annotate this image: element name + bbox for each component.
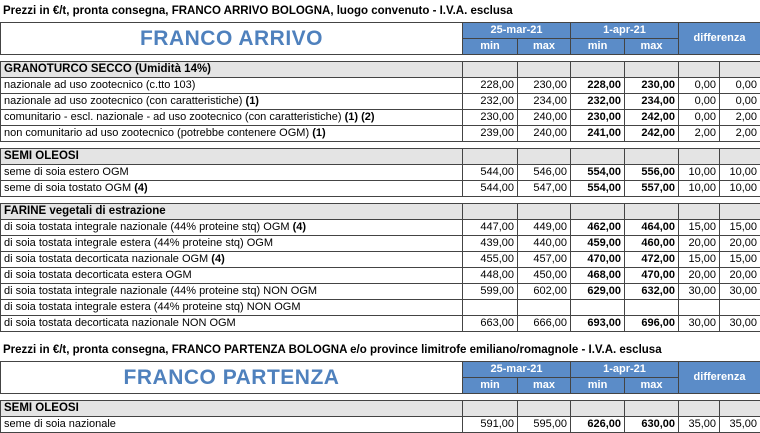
- section-blank-cell: [679, 62, 720, 78]
- section-blank-cell: [463, 401, 518, 417]
- prev-min-value: 663,00: [463, 316, 518, 332]
- curr-min-value: 554,00: [571, 181, 625, 197]
- date-header: 25-mar-21: [463, 23, 571, 39]
- curr-min-value: 230,00: [571, 110, 625, 126]
- product-label: [1, 165, 463, 181]
- section-blank-cell: [625, 149, 679, 165]
- diff-max-value: 10,00: [720, 181, 760, 197]
- product-label: [1, 236, 463, 252]
- prev-min-value: 599,00: [463, 284, 518, 300]
- diff-max-value: 20,00: [720, 236, 760, 252]
- max-header: max: [518, 39, 571, 55]
- prev-max-value: 234,00: [518, 94, 571, 110]
- section-blank-cell: [720, 204, 760, 220]
- product-name: di soia tostata decorticata nazionale OGM: [4, 253, 208, 265]
- table-row: [1, 236, 760, 252]
- product-name: seme di soia nazionale: [4, 418, 116, 430]
- product-label: [1, 417, 463, 433]
- product-label: [1, 268, 463, 284]
- section-blank-cell: [679, 149, 720, 165]
- curr-max-value: 632,00: [625, 284, 679, 300]
- section-blank-cell: [518, 149, 571, 165]
- product-label: [1, 284, 463, 300]
- table-row: [1, 126, 760, 142]
- product-name: nazionale ad uso zootecnico (c.tto 103): [4, 79, 195, 91]
- prev-min-value: 447,00: [463, 220, 518, 236]
- prev-max-value: 595,00: [518, 417, 571, 433]
- section-header-row: [1, 401, 760, 417]
- section-blank-cell: [463, 204, 518, 220]
- table-row: [1, 78, 760, 94]
- diff-max-value: [720, 300, 760, 316]
- section-blank-cell: [463, 149, 518, 165]
- max-header: max: [625, 39, 679, 55]
- product-name: seme di soia estero OGM: [4, 166, 129, 178]
- curr-min-value: 626,00: [571, 417, 625, 433]
- spacer-row: [1, 142, 760, 149]
- max-header: max: [625, 378, 679, 394]
- partenza-table-body: [1, 362, 760, 433]
- prev-max-value: 240,00: [518, 126, 571, 142]
- curr-min-value: 468,00: [571, 268, 625, 284]
- table-row: [1, 300, 760, 316]
- diff-max-value: 10,00: [720, 165, 760, 181]
- curr-min-value: 232,00: [571, 94, 625, 110]
- curr-min-value: [571, 300, 625, 316]
- curr-max-value: 242,00: [625, 126, 679, 142]
- section-title: GRANOTURCO SECCO (Umidità 14%): [1, 62, 463, 78]
- product-name: di soia tostata decorticata estera OGM: [4, 269, 192, 281]
- arrivo-table: [0, 22, 760, 332]
- section-blank-cell: [625, 62, 679, 78]
- prev-min-value: 591,00: [463, 417, 518, 433]
- curr-max-value: 556,00: [625, 165, 679, 181]
- min-header: min: [463, 378, 518, 394]
- prev-min-value: 544,00: [463, 181, 518, 197]
- diff-min-value: 10,00: [679, 165, 720, 181]
- prev-max-value: 449,00: [518, 220, 571, 236]
- diff-max-value: 15,00: [720, 252, 760, 268]
- curr-max-value: 696,00: [625, 316, 679, 332]
- diff-min-value: 0,00: [679, 110, 720, 126]
- prev-max-value: 230,00: [518, 78, 571, 94]
- min-header: min: [571, 378, 625, 394]
- curr-max-value: 460,00: [625, 236, 679, 252]
- table-row: [1, 417, 760, 433]
- partenza-banner: FRANCO PARTENZA: [1, 362, 463, 394]
- table-row: [1, 110, 760, 126]
- curr-max-value: 557,00: [625, 181, 679, 197]
- differenza-header: differenza: [679, 23, 760, 55]
- section-blank-cell: [463, 62, 518, 78]
- prev-min-value: [463, 300, 518, 316]
- curr-min-value: 554,00: [571, 165, 625, 181]
- section-blank-cell: [518, 62, 571, 78]
- table-row: [1, 284, 760, 300]
- table-row: [1, 268, 760, 284]
- section-title: SEMI OLEOSI: [1, 149, 463, 165]
- product-label: [1, 300, 463, 316]
- max-header: max: [518, 378, 571, 394]
- product-label: [1, 110, 463, 126]
- table-row: [1, 94, 760, 110]
- product-name: di soia tostata integrale estera (44% proteine stq) OGM: [4, 237, 273, 249]
- prev-min-value: 230,00: [463, 110, 518, 126]
- prev-min-value: 455,00: [463, 252, 518, 268]
- footnote-ref: (4): [134, 182, 147, 194]
- curr-max-value: 230,00: [625, 78, 679, 94]
- date-header: 1-apr-21: [571, 23, 679, 39]
- prev-max-value: 546,00: [518, 165, 571, 181]
- product-label: [1, 252, 463, 268]
- product-label: [1, 78, 463, 94]
- curr-min-value: 459,00: [571, 236, 625, 252]
- prev-max-value: 440,00: [518, 236, 571, 252]
- section-title: FARINE vegetali di estrazione: [1, 204, 463, 220]
- footnote-ref: (1): [246, 95, 259, 107]
- section-blank-cell: [571, 401, 625, 417]
- prev-min-value: 544,00: [463, 165, 518, 181]
- section-blank-cell: [571, 149, 625, 165]
- prev-max-value: [518, 300, 571, 316]
- date-header: 1-apr-21: [571, 362, 679, 378]
- partenza-heading: Prezzi in €/t, pronta consegna, FRANCO PARTENZA BOLOGNA e/o province limitrofe emiliano/romagnole - I.V.A. esclusa: [0, 339, 760, 361]
- diff-min-value: 35,00: [679, 417, 720, 433]
- section-blank-cell: [518, 204, 571, 220]
- arrivo-heading: Prezzi in €/t, pronta consegna, FRANCO ARRIVO BOLOGNA, luogo convenuto - I.V.A. esclusa: [0, 0, 760, 22]
- diff-min-value: 0,00: [679, 94, 720, 110]
- curr-min-value: 693,00: [571, 316, 625, 332]
- prev-max-value: 457,00: [518, 252, 571, 268]
- prev-max-value: 450,00: [518, 268, 571, 284]
- curr-min-value: 629,00: [571, 284, 625, 300]
- product-name: comunitario - escl. nazionale - ad uso zootecnico (con caratteristiche): [4, 111, 342, 123]
- diff-max-value: 30,00: [720, 284, 760, 300]
- footnote-ref: (1) (2): [345, 111, 375, 123]
- curr-max-value: [625, 300, 679, 316]
- product-label: [1, 126, 463, 142]
- table-row: [1, 165, 760, 181]
- product-name: nazionale ad uso zootecnico (con caratteristiche): [4, 95, 242, 107]
- table-row: [1, 181, 760, 197]
- date-header: 25-mar-21: [463, 362, 571, 378]
- section-header-row: [1, 62, 760, 78]
- spacer-row: [1, 197, 760, 204]
- product-name: di soia tostata decorticata nazionale NON OGM: [4, 317, 236, 329]
- diff-max-value: 2,00: [720, 126, 760, 142]
- curr-min-value: 462,00: [571, 220, 625, 236]
- product-name: di soia tostata integrale nazionale (44% proteine stq) NON OGM: [4, 285, 317, 297]
- prev-max-value: 602,00: [518, 284, 571, 300]
- prev-min-value: 239,00: [463, 126, 518, 142]
- curr-max-value: 234,00: [625, 94, 679, 110]
- product-name: di soia tostata integrale nazionale (44% proteine stq) OGM: [4, 221, 290, 233]
- curr-max-value: 470,00: [625, 268, 679, 284]
- section-header-row: [1, 204, 760, 220]
- footnote-ref: (1): [312, 127, 325, 139]
- diff-max-value: 20,00: [720, 268, 760, 284]
- arrivo-table-body: [1, 23, 760, 332]
- diff-min-value: 0,00: [679, 78, 720, 94]
- diff-min-value: 10,00: [679, 181, 720, 197]
- diff-min-value: [679, 300, 720, 316]
- prev-max-value: 666,00: [518, 316, 571, 332]
- diff-max-value: 0,00: [720, 94, 760, 110]
- product-label: [1, 316, 463, 332]
- arrivo-header-row: [1, 23, 760, 39]
- spacer-row: [1, 394, 760, 401]
- footnote-ref: (4): [211, 253, 224, 265]
- section-blank-cell: [720, 149, 760, 165]
- section-blank-cell: [518, 401, 571, 417]
- curr-min-value: 228,00: [571, 78, 625, 94]
- diff-max-value: 2,00: [720, 110, 760, 126]
- min-header: min: [463, 39, 518, 55]
- table-row: [1, 220, 760, 236]
- prev-min-value: 448,00: [463, 268, 518, 284]
- diff-max-value: 30,00: [720, 316, 760, 332]
- diff-max-value: 35,00: [720, 417, 760, 433]
- spacer-cell: [1, 55, 760, 62]
- curr-max-value: 464,00: [625, 220, 679, 236]
- prev-min-value: 439,00: [463, 236, 518, 252]
- diff-min-value: 30,00: [679, 316, 720, 332]
- diff-min-value: 15,00: [679, 220, 720, 236]
- diff-min-value: 20,00: [679, 268, 720, 284]
- prev-max-value: 547,00: [518, 181, 571, 197]
- diff-max-value: 15,00: [720, 220, 760, 236]
- section-header-row: [1, 149, 760, 165]
- curr-min-value: 241,00: [571, 126, 625, 142]
- section-title: SEMI OLEOSI: [1, 401, 463, 417]
- prev-min-value: 232,00: [463, 94, 518, 110]
- spacer-row: [1, 55, 760, 62]
- spacer-cell: [1, 142, 760, 149]
- section-blank-cell: [625, 204, 679, 220]
- diff-max-value: 0,00: [720, 78, 760, 94]
- partenza-header-row: [1, 362, 760, 378]
- section-blank-cell: [720, 401, 760, 417]
- product-name: non comunitario ad uso zootecnico (potrebbe contenere OGM): [4, 127, 309, 139]
- prev-min-value: 228,00: [463, 78, 518, 94]
- spacer-cell: [1, 394, 760, 401]
- product-label: [1, 94, 463, 110]
- diff-min-value: 2,00: [679, 126, 720, 142]
- section-blank-cell: [625, 401, 679, 417]
- diff-min-value: 15,00: [679, 252, 720, 268]
- differenza-header: differenza: [679, 362, 760, 394]
- curr-max-value: 630,00: [625, 417, 679, 433]
- section-blank-cell: [720, 62, 760, 78]
- diff-min-value: 30,00: [679, 284, 720, 300]
- spacer-cell: [1, 197, 760, 204]
- diff-min-value: 20,00: [679, 236, 720, 252]
- section-blank-cell: [679, 401, 720, 417]
- table-row: [1, 316, 760, 332]
- product-label: [1, 181, 463, 197]
- arrivo-banner: FRANCO ARRIVO: [1, 23, 463, 55]
- prev-max-value: 240,00: [518, 110, 571, 126]
- section-blank-cell: [571, 204, 625, 220]
- curr-min-value: 470,00: [571, 252, 625, 268]
- min-header: min: [571, 39, 625, 55]
- section-blank-cell: [679, 204, 720, 220]
- table-row: [1, 252, 760, 268]
- product-label: [1, 220, 463, 236]
- section-blank-cell: [571, 62, 625, 78]
- partenza-table: [0, 361, 760, 433]
- product-name: seme di soia tostato OGM: [4, 182, 131, 194]
- product-name: di soia tostata integrale estera (44% proteine stq) NON OGM: [4, 301, 301, 313]
- curr-max-value: 472,00: [625, 252, 679, 268]
- curr-max-value: 242,00: [625, 110, 679, 126]
- footnote-ref: (4): [293, 221, 306, 233]
